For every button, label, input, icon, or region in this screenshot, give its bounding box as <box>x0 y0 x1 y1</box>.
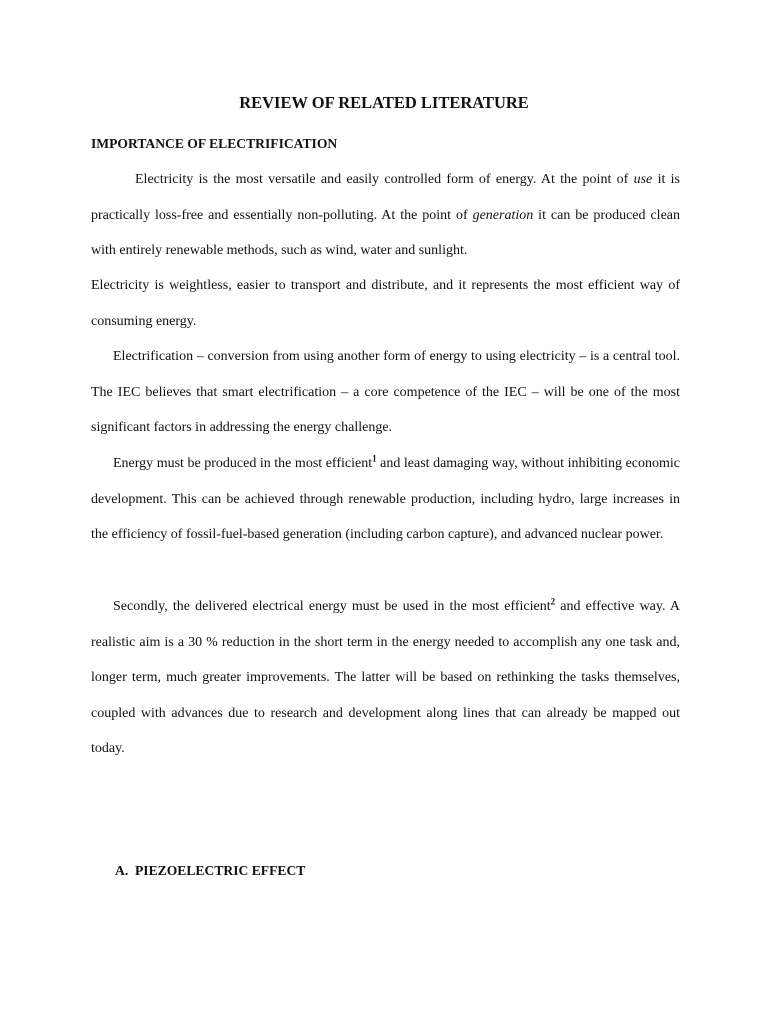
paragraph-5 <box>91 589 680 767</box>
paragraph-1-text-e: it can be produced clean with entirely renewable methods, such as wind, water and sunlight. <box>91 207 680 259</box>
paragraph-1-emphasis-use: use <box>633 172 653 187</box>
paragraph-1 <box>91 162 680 269</box>
paragraph-4-text-b: and least damaging way, without inhibiting economic development. This can be achieved through renewable production, including hydro, large increases in the efficiency of fossil-fuel-based generation (including carbon capture), and advanced nuclear power. <box>91 456 681 543</box>
paragraph-4-text-a: Energy must be produced in the most efficient <box>113 456 373 471</box>
paragraph-1-text-c: it is practically loss-free and essentially non-polluting. At the point of <box>91 172 680 223</box>
paragraph-5-text-b: and effective way. A realistic aim is a 30 % reduction in the short term in the energy needed to accomplish any one task and, longer term, much greater improvements. The latter will be based on rethinking the tasks themselves, coupled with advances due to research and development along lines that can already be mapped out today. <box>91 599 680 757</box>
subsection-heading <box>115 861 305 881</box>
subsection-label: PIEZOELECTRIC EFFECT <box>135 863 306 878</box>
paragraph-3: Electrification – conversion from using another form of energy to using electricity – is a central tool. The IEC believes that smart electrification – a core competence of the IEC – will be one of the most significant factors in addressing the energy challenge. <box>91 349 680 436</box>
section-heading: IMPORTANCE OF ELECTRIFICATION <box>91 136 338 151</box>
footnote-ref-1: 1 <box>372 453 377 464</box>
footnote-ref-2: 2 <box>550 596 556 607</box>
paragraph-1-emphasis-generation: generation <box>472 207 534 223</box>
subsection-marker: A. <box>115 863 129 878</box>
document-title: REVIEW OF RELATED LITERATURE <box>239 93 529 112</box>
paragraph-5-text-a: Secondly, the delivered electrical energy must be used in the most efficient <box>113 599 551 614</box>
paragraph-1-text-a: Electricity is the most versatile and easily controlled form of energy. At the point of <box>135 172 634 187</box>
paragraph-4 <box>91 446 680 553</box>
paragraph-2: Electricity is weightless, easier to transport and distribute, and it represents the most efficient way of consuming energy. <box>91 278 680 329</box>
